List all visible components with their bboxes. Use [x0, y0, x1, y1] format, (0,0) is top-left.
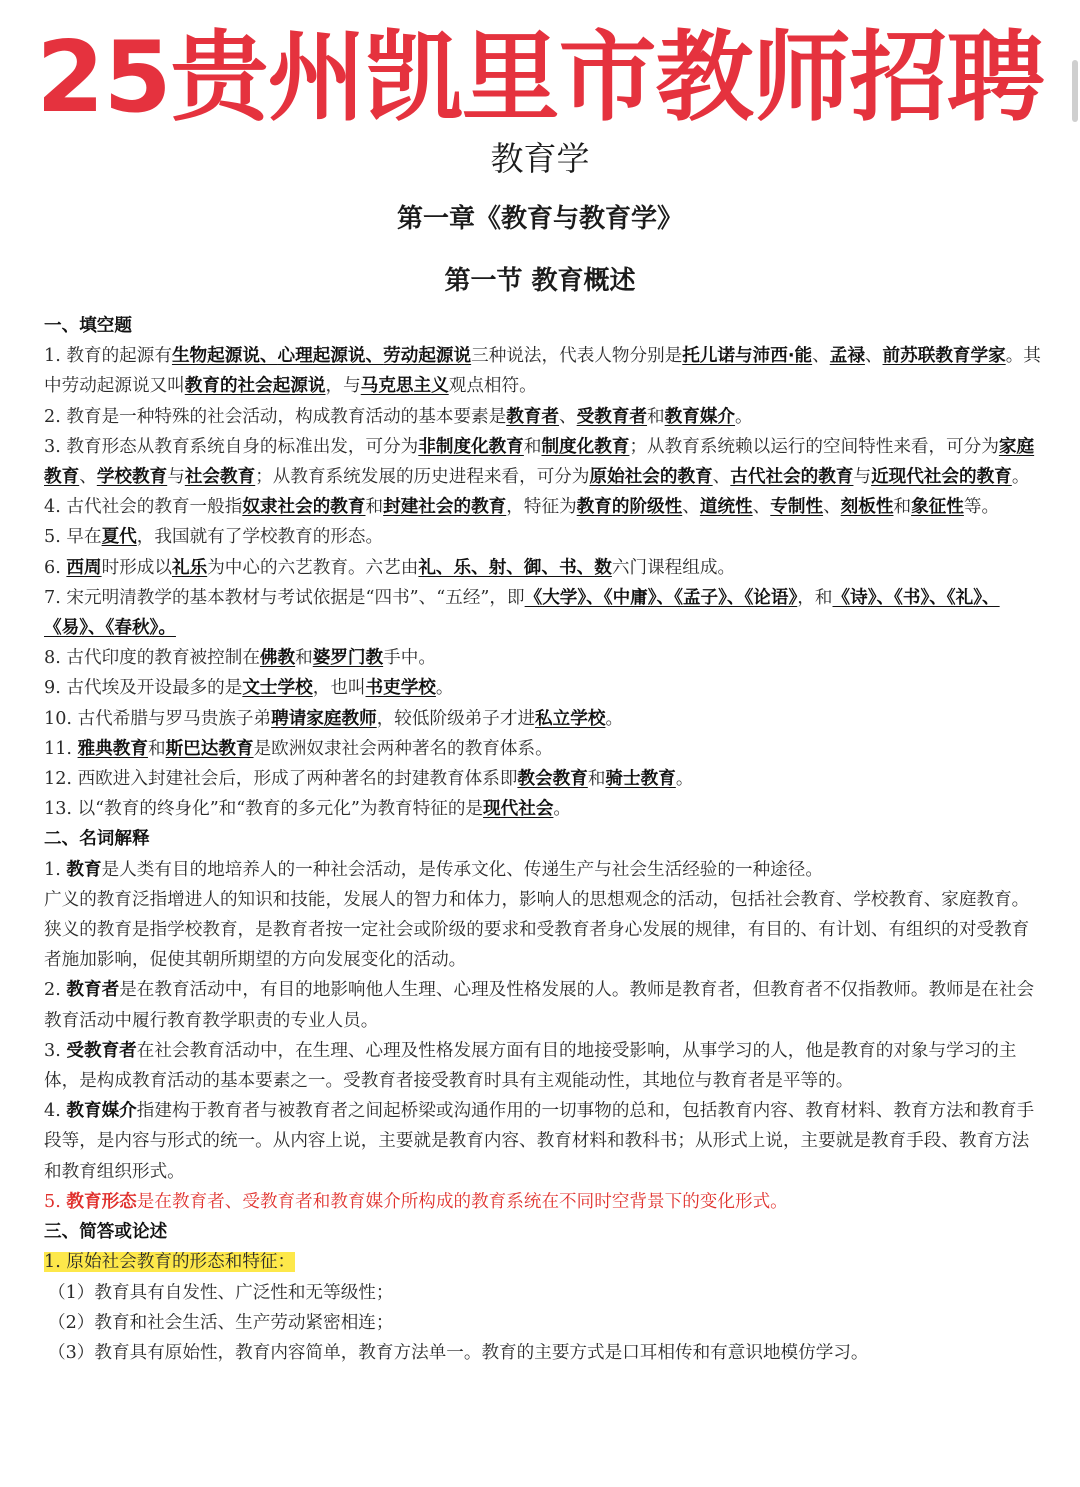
answer-keyword: 骑士教育	[605, 769, 676, 790]
question-6: 6. 西周时形成以礼乐为中心的六艺教育。六艺由礼、乐、射、御、书、数六门课程组成。	[44, 557, 736, 578]
answer-keyword: 现代社会	[483, 799, 554, 820]
answer-keyword: 马克思主义	[360, 376, 449, 397]
question-8: 8. 古代印度的教育被控制在佛教和婆罗门教手中。	[44, 648, 436, 669]
heading-fill-in: 一、填空题	[44, 316, 132, 336]
question-3: 3. 教育形态从教育系统自身的标准出发，可分为非制度化教育和制度化教育；从教育系统赖以运行的空间特性来看，可分为家庭教育、学校教育与社会教育；从教育系统发展的历史进程来看，可分为原始社会的教育、古代社会的教育与近现代社会的教育。	[44, 436, 1035, 488]
answer-keyword: 教育的社会起源说	[184, 376, 326, 397]
answer-keyword: 孟禄	[829, 346, 865, 367]
answer-item: （2）教育和社会生活、生产劳动紧密相连；	[48, 1312, 394, 1333]
answer-keyword: 教会教育	[517, 769, 588, 790]
answer-keyword: 托儿诺与沛西·能	[682, 346, 813, 367]
answer-keyword: 教育者	[506, 406, 560, 427]
answer-keyword: 原始社会的教育	[589, 467, 713, 488]
short-answer-question-1	[44, 1247, 1044, 1277]
answer-keyword: 礼、乐、射、御、书、数	[418, 557, 612, 578]
answer-keyword: 佛教	[259, 648, 296, 669]
answer-keyword: 斯巴达教育	[165, 738, 254, 759]
answer-keyword: 家庭教育	[44, 436, 1035, 488]
heading-short-answer: 三、简答或论述	[44, 1222, 168, 1243]
answer-keyword: 刻板性	[840, 497, 894, 518]
definition-3: 3. 受教育者在社会教育活动中，在生理、心理及性格发展方面有目的地接受影响，从事学习的人，他是教育的对象与学习的主体，是构成教育活动的基本要素之一。受教育者接受教育时具有主观能动性，其地位与教育者是平等的。	[44, 1040, 1017, 1092]
answer-keyword: 《诗》、《书》、《礼》、《易》、《春秋》。	[44, 587, 1000, 639]
chapter-title: 第一章《教育与教育学》	[396, 204, 683, 234]
question-11: 11. 雅典教育和斯巴达教育是欧洲奴隶社会两种著名的教育体系。	[44, 738, 553, 759]
answer-keyword: 书吏学校	[365, 678, 436, 699]
scrollbar-thumb[interactable]	[1072, 60, 1078, 122]
document-body	[44, 311, 1044, 1368]
definition-1: 1. 教育是人类有目的地培养人的一种社会活动，是传承文化、传递生产与社会生活经验的一种途径。	[44, 859, 823, 880]
answer-keyword: 雅典教育	[77, 738, 148, 759]
answer-keyword: 奴隶社会的教育	[242, 497, 366, 518]
answer-keyword: 夏代	[101, 527, 137, 548]
answer-keyword: 古代社会的教育	[730, 467, 854, 488]
question-9: 9. 古代埃及开设最多的是文士学校，也叫书吏学校。	[44, 678, 454, 699]
question-10: 10. 古代希腊与罗马贵族子弟聘请家庭教师，较低阶级弟子才进私立学校。	[44, 708, 624, 729]
answer-keyword: 《大学》、《中庸》、《孟子》、《论语》	[524, 587, 798, 608]
answer-keyword: 封建社会的教育	[383, 497, 507, 518]
answer-keyword: 专制性	[770, 497, 824, 518]
answer-keyword: 文士学校	[242, 678, 313, 699]
answer-keyword: 象征性	[911, 497, 964, 518]
answer-keyword: 近现代社会的教育	[871, 467, 1012, 488]
answer-keyword: 私立学校	[535, 708, 606, 729]
answer-keyword: 心理起源说	[277, 346, 366, 367]
answer-item: （3）教育具有原始性，教育内容简单，教育方法单一。教育的主要方式是口耳相传和有意识地模仿学习。	[48, 1342, 869, 1363]
answer-keyword: 学校教育	[96, 467, 168, 488]
answer-keyword: 婆罗门教	[312, 648, 384, 669]
definition-4: 4. 教育媒介指建构于教育者与被教育者之间起桥梁或沟通作用的一切事物的总和，包括教育内容、教育材料、教育方法和教育手段等，是内容与形式的统一。从内容上说，主要就是教育内容、教育材料和教科书；从形式上说，主要就是教育手段、教育方法和教育组织形式。	[44, 1101, 1035, 1182]
definition-term: 教育者	[66, 980, 120, 1001]
question-4: 4. 古代社会的教育一般指奴隶社会的教育和封建社会的教育，特征为教育的阶级性、道统性、专制性、刻板性和象征性等。	[44, 497, 1000, 518]
definition-5: 5. 教育形态是在教育者、受教育者和教育媒介所构成的教育系统在不同时空背景下的变化形式。	[44, 1191, 788, 1212]
answer-keyword: 聘请家庭教师	[271, 708, 377, 729]
question-12: 12. 西欧进入封建社会后，形成了两种著名的封建教育体系即教会教育和骑士教育。	[44, 769, 694, 790]
definition-2: 2. 教育者是在教育活动中，有目的地影响他人生理、心理及性格发展的人。教师是教育者，但教育者不仅指教师。教师是在社会教育活动中履行教育教学职责的专业人员。	[44, 980, 1035, 1031]
definition-term: 受教育者	[66, 1040, 137, 1061]
answer-keyword: 受教育者	[576, 406, 648, 427]
question-13: 13. 以“教育的终身化”和“教育的多元化”为教育特征的是现代社会。	[44, 799, 572, 820]
answer-keyword: 生物起源说	[171, 346, 260, 367]
answer-keyword: 社会教育	[184, 467, 256, 488]
answer-keyword: 制度化教育	[541, 436, 630, 457]
definition-term: 教育	[66, 859, 102, 880]
banner-title: 25贵州凯里市教师招聘	[36, 21, 1044, 135]
definition-term: 教育形态	[66, 1191, 137, 1212]
answer-keyword: 教育媒介	[664, 406, 736, 427]
highlighted-question: 1. 原始社会教育的形态和特征：	[44, 1252, 296, 1273]
definition-term: 教育媒介	[66, 1101, 137, 1122]
definition-1-narrow: 狭义的教育是指学校教育，是教育者按一定社会或阶级的要求和受教育者身心发展的规律，有目的、有计划、有组织的对受教育者施加影响，促使其朝所期望的方向发展变化的活动。	[44, 920, 1030, 971]
question-7: 7. 宋元明清教学的基本教材与考试依据是“四书”、“五经”，即《大学》、《中庸》、《孟子》、《论语》，和《诗》、《书》、《礼》、《易》、《春秋》。	[44, 587, 1000, 639]
heading-definitions: 二、名词解释	[44, 829, 150, 850]
answer-keyword: 道统性	[699, 497, 753, 518]
answer-keyword: 非制度化教育	[418, 436, 524, 457]
question-2: 2. 教育是一种特殊的社会活动，构成教育活动的基本要素是教育者、受教育者和教育媒介。	[44, 406, 753, 427]
answer-item: （1）教育具有自发性、广泛性和无等级性；	[48, 1282, 394, 1303]
answer-keyword: 教育的阶级性	[576, 497, 683, 518]
question-5: 5. 早在夏代，我国就有了学校教育的形态。	[44, 527, 384, 548]
answer-keyword: 劳动起源说	[383, 346, 472, 367]
answer-keyword: 前苏联教育学家	[882, 346, 1006, 367]
section-title: 第一节 教育概述	[444, 266, 636, 296]
subject-title: 教育学	[490, 139, 590, 178]
answer-keyword: 礼乐	[171, 557, 208, 578]
answer-keyword: 西周	[66, 557, 102, 578]
definition-1-broad: 广义的教育泛指增进人的知识和技能，发展人的智力和体力，影响人的思想观念的活动，包括社会教育、学校教育、家庭教育。	[44, 889, 1030, 910]
question-1: 1. 教育的起源有生物起源说、心理起源说、劳动起源说三种说法，代表人物分别是托儿诺与沛西·能、孟禄、前苏联教育学家。其中劳动起源说又叫教育的社会起源说，与马克思主义观点相符。	[44, 346, 1041, 397]
